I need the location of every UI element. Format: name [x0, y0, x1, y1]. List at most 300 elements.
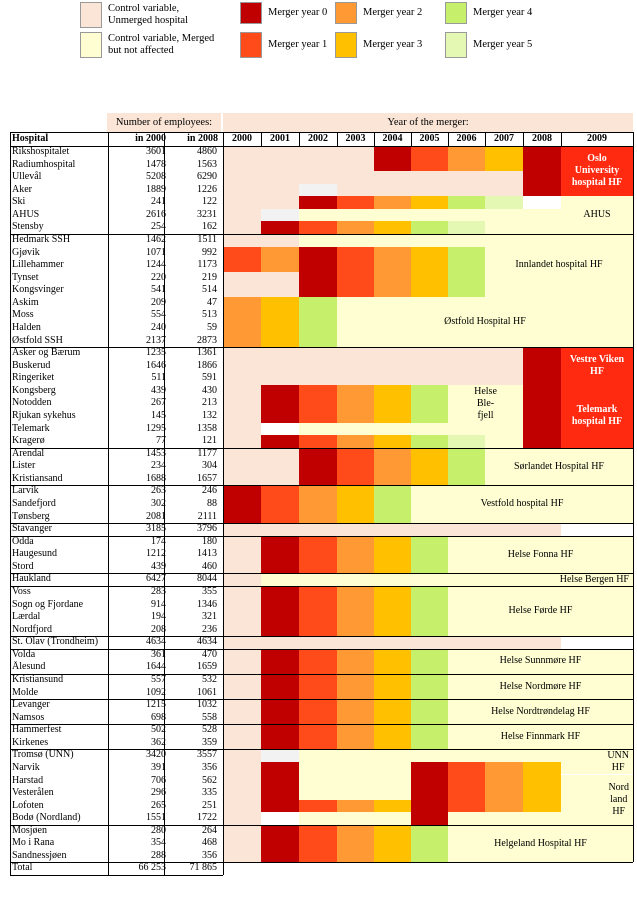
year-cell [448, 284, 485, 297]
year-cell [374, 586, 411, 599]
year-cell [523, 159, 561, 172]
year-cell [223, 611, 261, 624]
table-row [10, 196, 633, 208]
hospital-name: Kongsberg [12, 384, 56, 396]
employees-2008: 1361 [197, 347, 217, 359]
employees-2008: 122 [202, 196, 217, 208]
employees-2000: 241 [151, 196, 166, 208]
year-cell [411, 724, 448, 737]
year-cell [485, 800, 523, 813]
year-cell [223, 473, 261, 486]
year-cell [299, 624, 337, 637]
grid-line [10, 586, 633, 587]
employees-2000: 1071 [146, 246, 166, 258]
year-cell [411, 536, 448, 549]
year-cell [485, 372, 523, 385]
year-cell [374, 661, 411, 674]
employees-2000: 1212 [146, 548, 166, 560]
year-cell [337, 599, 374, 612]
table-row [10, 775, 633, 787]
year-cell [337, 749, 374, 762]
year-cell [411, 234, 448, 247]
year-cell [223, 548, 261, 561]
year-cell [337, 812, 374, 825]
year-cell [411, 171, 448, 184]
employees-2008: 132 [202, 409, 217, 421]
year-cell [223, 712, 261, 725]
employees-2000: 296 [151, 787, 166, 799]
grid-line [10, 875, 223, 876]
hospital-name: Voss [12, 585, 31, 597]
year-cell [261, 699, 299, 712]
year-cell [299, 460, 337, 473]
legend-label: Control variable, Unmerged hospital [108, 3, 189, 26]
region-label: Vestre Viken HF [561, 347, 633, 385]
year-cell [411, 749, 448, 762]
legend-swatch [240, 32, 262, 58]
legend-swatch [445, 2, 467, 24]
year-cell [337, 272, 374, 285]
year-cell [223, 423, 261, 436]
hospital-name: Radiumhospital [12, 158, 76, 170]
year-cell [223, 247, 261, 260]
region-label: UNN HF [561, 749, 633, 774]
employees-2008: 528 [202, 724, 217, 736]
year-cell [337, 586, 374, 599]
year-cell [337, 800, 374, 813]
year-cell [337, 247, 374, 260]
year-cell [261, 448, 299, 461]
year-cell [337, 435, 374, 448]
hospital-name: AHUS [12, 208, 40, 220]
year-cell [485, 775, 523, 788]
year-cell [299, 523, 337, 536]
hospital-name: Volda [12, 648, 36, 660]
year-cell [448, 146, 485, 159]
year-cell [337, 724, 374, 737]
year-cell [223, 812, 261, 825]
year-cell [374, 636, 411, 649]
grid-line [561, 132, 562, 146]
employees-2000: 263 [151, 485, 166, 497]
year-cell [411, 221, 448, 234]
employees-2008: 1173 [197, 259, 217, 271]
hospital-name: Tromsø (UNN) [12, 749, 74, 761]
year-cell [223, 837, 261, 850]
year-cell [337, 221, 374, 234]
employees-2000: 77 [156, 435, 166, 447]
year-cell [299, 234, 337, 247]
grid-line [523, 132, 524, 146]
employees-2000: 265 [151, 799, 166, 811]
employees-2000: 706 [151, 774, 166, 786]
year-cell [337, 561, 374, 574]
year-cell [261, 460, 299, 473]
grid-line [10, 132, 11, 875]
year-cell [448, 347, 485, 360]
employees-2000: 1644 [146, 661, 166, 673]
table-row [10, 347, 633, 359]
year-cell [337, 184, 374, 197]
year-cell [261, 687, 299, 700]
legend-label: Merger year 0 [268, 7, 328, 18]
year-cell [223, 687, 261, 700]
legend-label: Control variable, Merged but not affected [108, 33, 215, 56]
year-cell [261, 284, 299, 297]
year-cell [261, 259, 299, 272]
region-label: Helse Nordtrøndelag HF [448, 699, 633, 724]
year-cell [448, 372, 485, 385]
region-label: Helse Nordmøre HF [448, 674, 633, 699]
year-cell [223, 397, 261, 410]
legend-item [240, 2, 327, 24]
year-cell [223, 221, 261, 234]
year-cell [223, 309, 261, 322]
grid-line [10, 536, 633, 537]
year-cell [223, 347, 261, 360]
year-cell [448, 234, 485, 247]
hospital-name: Molde [12, 686, 39, 698]
employees-2008: 4860 [197, 146, 217, 157]
year-cell [299, 712, 337, 725]
region-label: Helse Førde HF [448, 586, 633, 636]
grid-line [10, 573, 633, 574]
grid-line [633, 132, 634, 862]
year-cell [485, 423, 523, 436]
year-cell [261, 498, 299, 511]
year-cell [261, 850, 299, 863]
year-cell [374, 599, 411, 612]
hospital-name: Kristiansund [12, 673, 64, 685]
year-cell [448, 171, 485, 184]
year-cell [299, 787, 337, 800]
year-cell [374, 209, 411, 222]
year-cell [299, 146, 337, 159]
year-cell [523, 775, 561, 788]
employees-2008: 47 [207, 296, 217, 308]
legend-item [445, 32, 532, 58]
year-cell [523, 196, 561, 209]
year-cell [261, 624, 299, 637]
year-cell [337, 372, 374, 385]
year-cell [523, 171, 561, 184]
hospital-name: Rikshospitalet [12, 146, 70, 157]
year-cell [448, 448, 485, 461]
year-cell [337, 410, 374, 423]
col-hospital: Hospital [12, 133, 49, 144]
employees-2008: 304 [202, 460, 217, 472]
grid-line [261, 132, 262, 146]
year-cell [261, 234, 299, 247]
year-cell [411, 712, 448, 725]
year-cell [223, 171, 261, 184]
year-cell [337, 234, 374, 247]
employees-2000: 1646 [146, 359, 166, 371]
employees-2008: 468 [202, 837, 217, 849]
year-cell [261, 196, 299, 209]
year-cell [448, 196, 485, 209]
year-cell [374, 448, 411, 461]
employees-2008: 591 [202, 372, 217, 384]
employees-2000: 234 [151, 460, 166, 472]
legend-label: Merger year 3 [363, 39, 423, 50]
employees-2008: 1346 [197, 598, 217, 610]
year-cell [523, 787, 561, 800]
table-row [10, 360, 633, 372]
year-cell [223, 737, 261, 750]
year-cell [223, 360, 261, 373]
year-cell [299, 372, 337, 385]
year-cell [299, 548, 337, 561]
year-cell [337, 699, 374, 712]
year-cell [337, 825, 374, 838]
hospital-name: Sandnessjøen [12, 849, 67, 861]
col-year: 2005 [419, 133, 440, 144]
year-cell [261, 724, 299, 737]
year-cell [299, 586, 337, 599]
region-label: Telemark hospital HF [561, 385, 633, 448]
year-cell [411, 523, 448, 536]
year-cell [411, 787, 448, 800]
year-cell [261, 775, 299, 788]
year-cell [299, 611, 337, 624]
year-cell [223, 259, 261, 272]
employees-2008: 532 [202, 673, 217, 685]
year-cell [523, 749, 561, 762]
year-cell [261, 335, 299, 348]
employees-2008: 558 [202, 711, 217, 723]
year-cell [299, 511, 337, 524]
employees-2000: 288 [151, 849, 166, 861]
year-cell [448, 259, 485, 272]
year-cell [374, 397, 411, 410]
table-row [10, 787, 633, 799]
employees-2000: 2137 [146, 334, 166, 346]
employees-2008: 460 [202, 560, 217, 572]
year-cell [299, 485, 337, 498]
year-cell [337, 850, 374, 863]
year-cell [261, 184, 299, 197]
employees-2008: 3231 [197, 208, 217, 220]
year-cell [223, 762, 261, 775]
grid-line [10, 347, 633, 348]
year-cell [337, 775, 374, 788]
year-cell [299, 674, 337, 687]
legend-swatch [335, 32, 357, 58]
year-cell [261, 159, 299, 172]
year-cell [374, 460, 411, 473]
employees-2000: 220 [151, 271, 166, 283]
year-cell [337, 485, 374, 498]
year-cell [299, 284, 337, 297]
year-cell [261, 749, 299, 762]
year-cell [223, 649, 261, 662]
year-cell [299, 309, 337, 322]
year-cell [261, 762, 299, 775]
year-cell [299, 221, 337, 234]
year-cell [411, 674, 448, 687]
year-cell [337, 661, 374, 674]
year-cell [411, 825, 448, 838]
year-cell [223, 460, 261, 473]
year-cell [523, 184, 561, 197]
year-cell [261, 435, 299, 448]
year-cell [523, 523, 561, 536]
year-cell [374, 435, 411, 448]
employees-2008: 121 [202, 435, 217, 447]
region-label: AHUS [561, 196, 633, 234]
year-cell [261, 485, 299, 498]
year-cell [223, 184, 261, 197]
year-cell [374, 485, 411, 498]
year-cell [299, 171, 337, 184]
year-cell [374, 536, 411, 549]
year-cell [374, 749, 411, 762]
year-cell [299, 448, 337, 461]
year-cell [261, 800, 299, 813]
employees-2008: 3557 [197, 749, 217, 761]
hospital-name: Kongsvinger [12, 284, 64, 296]
year-cell [223, 435, 261, 448]
year-cell [261, 297, 299, 310]
hospital-name: Notodden [12, 397, 52, 409]
employees-2008: 514 [202, 284, 217, 296]
hospital-name: Ålesund [12, 661, 46, 673]
year-cell [337, 347, 374, 360]
hospital-name: Halden [12, 321, 41, 333]
hospital-name: Buskerud [12, 359, 51, 371]
col-year: 2009 [587, 133, 607, 144]
year-cell [411, 347, 448, 360]
year-cell [411, 599, 448, 612]
employees-2000: 254 [151, 221, 166, 233]
year-cell [411, 586, 448, 599]
region-label: Helse Bergen HF [261, 573, 633, 586]
year-cell [337, 360, 374, 373]
year-cell [261, 599, 299, 612]
year-cell [337, 448, 374, 461]
employees-2008: 6290 [197, 171, 217, 183]
year-cell [374, 775, 411, 788]
year-cell [337, 385, 374, 398]
employees-2000: 1478 [146, 158, 166, 170]
year-cell [299, 435, 337, 448]
employees-2000: 502 [151, 724, 166, 736]
year-cell [374, 259, 411, 272]
year-cell [411, 209, 448, 222]
year-cell [299, 247, 337, 260]
year-cell [261, 247, 299, 260]
employees-2000: 1092 [146, 686, 166, 698]
employees-2000: 174 [151, 535, 166, 547]
year-cell [337, 196, 374, 209]
grid-line [10, 862, 633, 863]
year-cell [485, 209, 523, 222]
year-cell [411, 775, 448, 788]
hospital-name: Lofoten [12, 799, 44, 811]
year-cell [523, 397, 561, 410]
year-cell [299, 599, 337, 612]
year-cell [299, 423, 337, 436]
hospital-name: Nordfjord [12, 623, 52, 635]
year-cell [523, 360, 561, 373]
legend-label: Merger year 5 [473, 39, 533, 50]
year-cell [299, 749, 337, 762]
employees-2000: 302 [151, 497, 166, 509]
year-cell [374, 385, 411, 398]
year-cell [337, 712, 374, 725]
employees-2008: 1657 [197, 472, 217, 484]
year-cell [299, 385, 337, 398]
year-cell [411, 435, 448, 448]
year-cell [448, 247, 485, 260]
year-cell [261, 423, 299, 436]
employees-2008: 4634 [197, 636, 217, 648]
legend-item [80, 2, 188, 28]
employees-2008: 356 [202, 849, 217, 861]
year-cell [448, 787, 485, 800]
year-cell [448, 812, 485, 825]
year-cell [411, 184, 448, 197]
year-cell [374, 787, 411, 800]
year-cell [261, 221, 299, 234]
region-label: Østfold Hospital HF [337, 297, 633, 347]
year-cell [337, 146, 374, 159]
year-cell [411, 611, 448, 624]
year-cell [223, 561, 261, 574]
merger-year-header: Year of the merger: [223, 113, 633, 132]
hospital-name: Stensby [12, 221, 44, 233]
year-cell [261, 536, 299, 549]
year-cell [523, 762, 561, 775]
year-cell [223, 297, 261, 310]
year-cell [374, 699, 411, 712]
year-cell [523, 812, 561, 825]
employees-2000: 2616 [146, 208, 166, 220]
table-row [10, 146, 633, 158]
employees-2000: 554 [151, 309, 166, 321]
year-cell [223, 159, 261, 172]
year-cell [411, 284, 448, 297]
year-cell [223, 448, 261, 461]
year-cell [411, 561, 448, 574]
year-cell [523, 423, 561, 436]
employees-2008: 180 [202, 535, 217, 547]
legend-swatch [80, 2, 102, 28]
year-cell [374, 511, 411, 524]
employees-2000: 362 [151, 736, 166, 748]
employees-2000: 914 [151, 598, 166, 610]
year-cell [374, 687, 411, 700]
year-cell [411, 649, 448, 662]
year-cell [261, 812, 299, 825]
year-cell [374, 272, 411, 285]
hospital-name: St. Olav (Trondheim) [12, 636, 99, 648]
year-cell [448, 360, 485, 373]
legend-item [445, 2, 532, 24]
year-cell [411, 762, 448, 775]
region-label: Innlandet hospital HF [485, 234, 633, 297]
col-year: 2003 [345, 133, 366, 144]
year-cell [374, 221, 411, 234]
employees-2000: 3601 [146, 146, 166, 157]
hospital-name: Tønsberg [12, 510, 50, 522]
year-cell [261, 511, 299, 524]
table-row [10, 762, 633, 774]
employees-2000: 1453 [146, 447, 166, 459]
year-cell [411, 259, 448, 272]
employees-2000: 208 [151, 623, 166, 635]
